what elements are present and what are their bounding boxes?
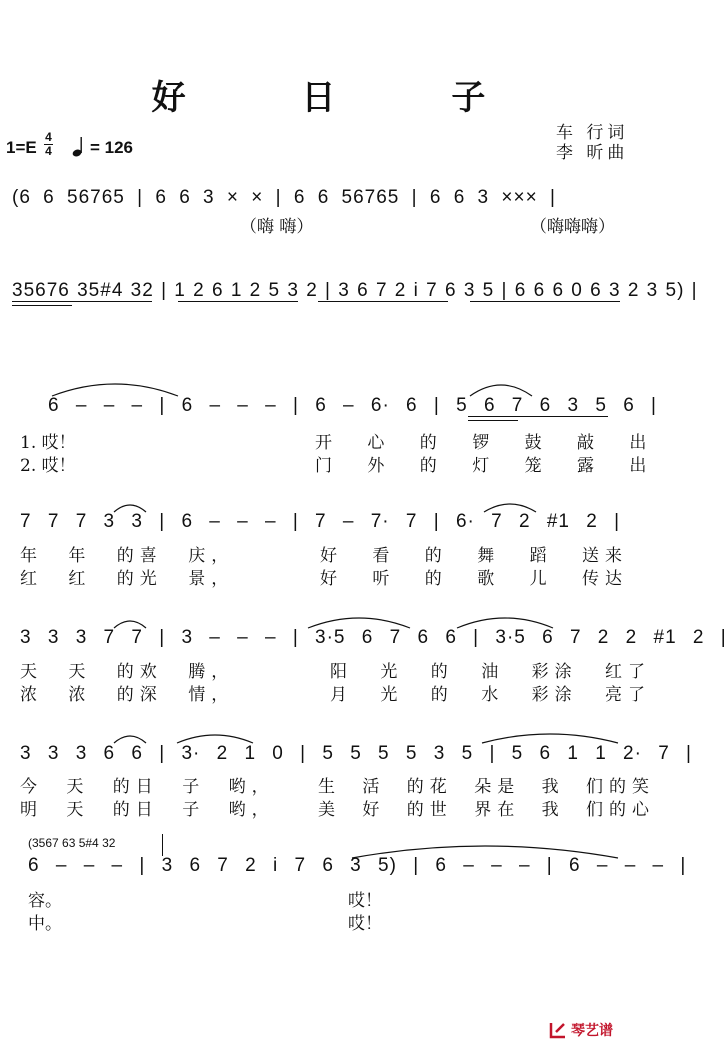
verse1-lyric-2b: 好 看 的 舞 蹈 送来: [320, 546, 629, 566]
verse1-shout-end: 哎！: [348, 891, 382, 911]
intro-line-2: 35676 35#4 32 | 1 2 6 1 2 5 3 2 | 3 6 7 2 i 7 6 3 5 | 6 6 6 0 6 3 2 3 5) |: [12, 280, 698, 301]
lyricist-credit: 车 行词: [556, 123, 629, 143]
verse2-lyric-4a: 明 天 的日 子 哟，: [20, 800, 275, 820]
time-signature-bottom: 4: [45, 144, 52, 158]
verse2-lyric-2b: 好 听 的 歌 儿 传达: [320, 569, 629, 589]
verse2-lyric-end: 中。: [28, 914, 62, 934]
time-signature: [44, 131, 53, 158]
intro-shout-1: （嗨 嗨）: [240, 217, 314, 237]
verse1-lyric-3b: 阳 光 的 油 彩涂 红了: [330, 662, 652, 682]
verse-line-1-notes: 6 – – – | 6 – – – | 6 – 6· 6 | 5 6 7 6 3 5 6 |: [48, 395, 657, 416]
time-signature-top: 4: [45, 130, 52, 144]
composer-credit: 李 昕曲: [556, 143, 629, 163]
verse1-lyric-4b: 生 活 的花 朵是 我 们的笑: [318, 777, 656, 797]
watermark-logo: [548, 1020, 613, 1040]
verse-line-4-notes: 3 3 3 6 6 | 3· 2 1 0 | 5 5 5 5 3 5 | 5 6 1 1 2· 7 |: [20, 743, 692, 764]
ending-line-notes: 6 – – – | 3 6 7 2 i 7 6 3 5) | 6 – – – | 6 – – – |: [28, 855, 687, 876]
verse2-lyric-1a: 2. 哎！: [20, 456, 76, 476]
verse2-lyric-1b: 门 外 的 灯 笼 露 出: [315, 456, 653, 476]
watermark-text: 琴艺谱: [571, 1022, 613, 1038]
verse2-lyric-2a: 红 红 的光 景，: [20, 569, 235, 589]
verse2-lyric-3b: 月 光 的 水 彩涂 亮了: [330, 685, 652, 705]
page-title: 好 日 子: [151, 78, 538, 118]
cue-notes: (3567 63 5#4 32: [28, 836, 116, 850]
key-signature: 1=E: [6, 138, 37, 157]
verse1-lyric-1b: 开 心 的 锣 鼓 敲 出: [315, 433, 653, 453]
quarter-note-icon: [72, 136, 84, 158]
verse1-lyric-3a: 天 天 的欢 腾，: [20, 662, 235, 682]
verse1-lyric-end: 容。: [28, 891, 62, 911]
verse2-shout-end: 哎！: [348, 914, 382, 934]
intro-line-1: (6 6 56765 | 6 6 3 × × | 6 6 56765 | 6 6 3 ××× |: [12, 187, 556, 208]
tempo-marking: = 126: [90, 138, 134, 157]
verse-line-3-notes: 3 3 3 7 7 | 3 – – – | 3·5 6 7 6 6 | 3·5 6 7 2 2 #1 2 |: [20, 627, 727, 648]
verse1-lyric-1a: 1. 哎！: [20, 433, 76, 453]
verse1-lyric-2a: 年 年 的喜 庆，: [20, 546, 235, 566]
verse1-lyric-4a: 今 天 的日 子 哟，: [20, 777, 275, 797]
verse2-lyric-4b: 美 好 的世 界在 我 们的心: [318, 800, 656, 820]
watermark-icon: [548, 1020, 568, 1040]
verse2-lyric-3a: 浓 浓 的深 情，: [20, 685, 235, 705]
verse-line-2-notes: 7 7 7 3 3 | 6 – – – | 7 – 7· 7 | 6· 7 2 #1 2 |: [20, 511, 621, 532]
intro-shout-2: （嗨嗨嗨）: [530, 217, 615, 237]
